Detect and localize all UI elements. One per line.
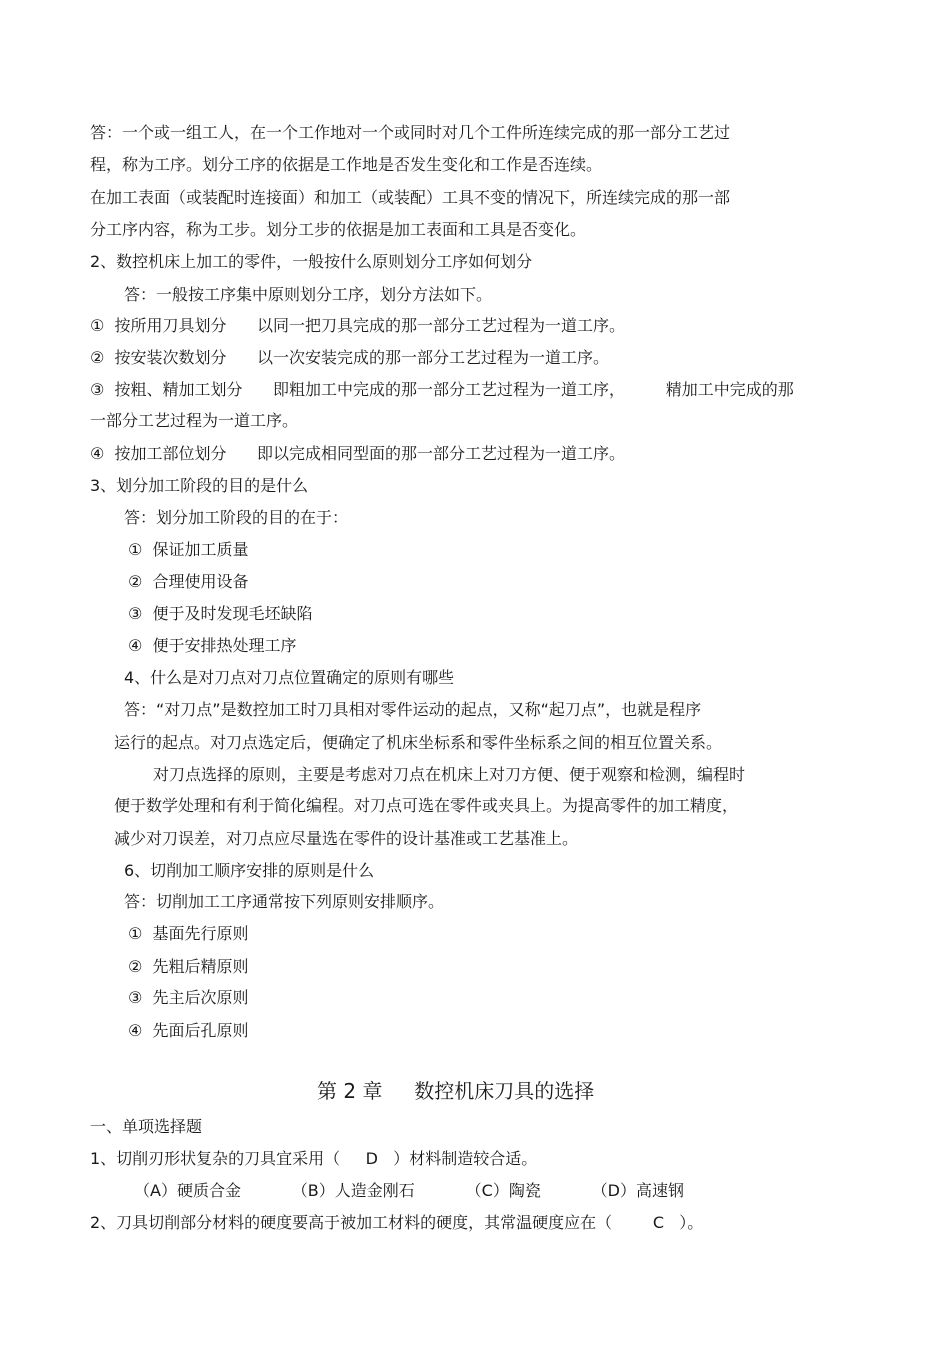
answer-line-1: 答：一个或一组工人，在一个工作地对一个或同时对几个工件所连续完成的那一部分工艺过: [90, 123, 731, 142]
answer-line: 答：切削加工工序通常按下列原则安排顺序。: [124, 892, 445, 911]
list-item: ④ 便于安排热处理工序: [128, 636, 297, 655]
question-2-heading: 2、数控机床上加工的零件，一般按什么原则划分工序如何划分: [90, 252, 533, 271]
list-item: ③ 先主后次原则: [128, 988, 249, 1007]
answer-line: 运行的起点。对刀点选定后，便确定了机床坐标系和零件坐标系之间的相互位置关系。: [114, 733, 723, 752]
question-1: 1、切削刃形状复杂的刀具宜采用（ D ）材料制造较合适。: [90, 1149, 538, 1168]
section-heading: 一、单项选择题: [90, 1117, 203, 1136]
answer-line: 对刀点选择的原则，主要是考虑对刀点在机床上对刀方便、便于观察和检测，编程时: [153, 765, 746, 784]
question-3-heading: 3、划分加工阶段的目的是什么: [90, 476, 309, 495]
question-6-heading: 6、切削加工顺序安排的原则是什么: [124, 861, 375, 880]
answer-line-3: 在加工表面（或装配时连接面）和加工（或装配）工具不变的情况下，所连续完成的那一部: [90, 188, 731, 207]
question-2: 2、刀具切削部分材料的硬度要高于被加工材料的硬度，其常温硬度应在（ C ）。: [90, 1213, 704, 1232]
answer-line-4: 分工序内容，称为工步。划分工步的依据是加工表面和工具是否变化。: [90, 220, 587, 239]
list-item: ① 保证加工质量: [128, 540, 249, 559]
answer-line: 答：一般按工序集中原则划分工序，划分方法如下。: [124, 285, 493, 304]
answer-line: 答：“对刀点”是数控加工时刀具相对零件运动的起点，又称“起刀点”，也就是程序: [124, 700, 702, 719]
list-item: ② 按安装次数划分 以一次安装完成的那一部分工艺过程为一道工序。: [90, 348, 610, 367]
answer-line: 减少对刀误差，对刀点应尽量选在零件的设计基准或工艺基准上。: [114, 829, 579, 848]
list-item: ① 按所用刀具划分 以同一把刀具完成的那一部分工艺过程为一道工序。: [90, 316, 626, 335]
list-item: ① 基面先行原则: [128, 924, 249, 943]
list-item: ② 合理使用设备: [128, 572, 249, 591]
list-item: ③ 按粗、精加工划分 即粗加工中完成的那一部分工艺过程为一道工序， 精加工中完成的那: [90, 380, 794, 399]
answer-line: 答：划分加工阶段的目的在于：: [124, 508, 349, 527]
list-item: ③ 便于及时发现毛坯缺陷: [128, 604, 313, 623]
list-item: ④ 先面后孔原则: [128, 1021, 249, 1040]
list-item: ② 先粗后精原则: [128, 957, 249, 976]
answer-line-2: 程，称为工序。划分工序的依据是工作地是否发生变化和工作是否连续。: [90, 155, 603, 174]
list-item: ④ 按加工部位划分 即以完成相同型面的那一部分工艺过程为一道工序。: [90, 444, 626, 463]
question-4-heading: 4、什么是对刀点对刀点位置确定的原则有哪些: [124, 668, 455, 687]
question-1-options: （A）硬质合金 （B）人造金刚石 （C）陶瓷 （D）高速钢: [134, 1181, 684, 1200]
list-item-continued: 一部分工艺过程为一道工序。: [90, 411, 299, 430]
answer-line: 便于数学处理和有利于简化编程。对刀点可选在零件或夹具上。为提高零件的加工精度，: [114, 796, 739, 815]
chapter-title: 第 2 章 数控机床刀具的选择: [317, 1079, 595, 1103]
